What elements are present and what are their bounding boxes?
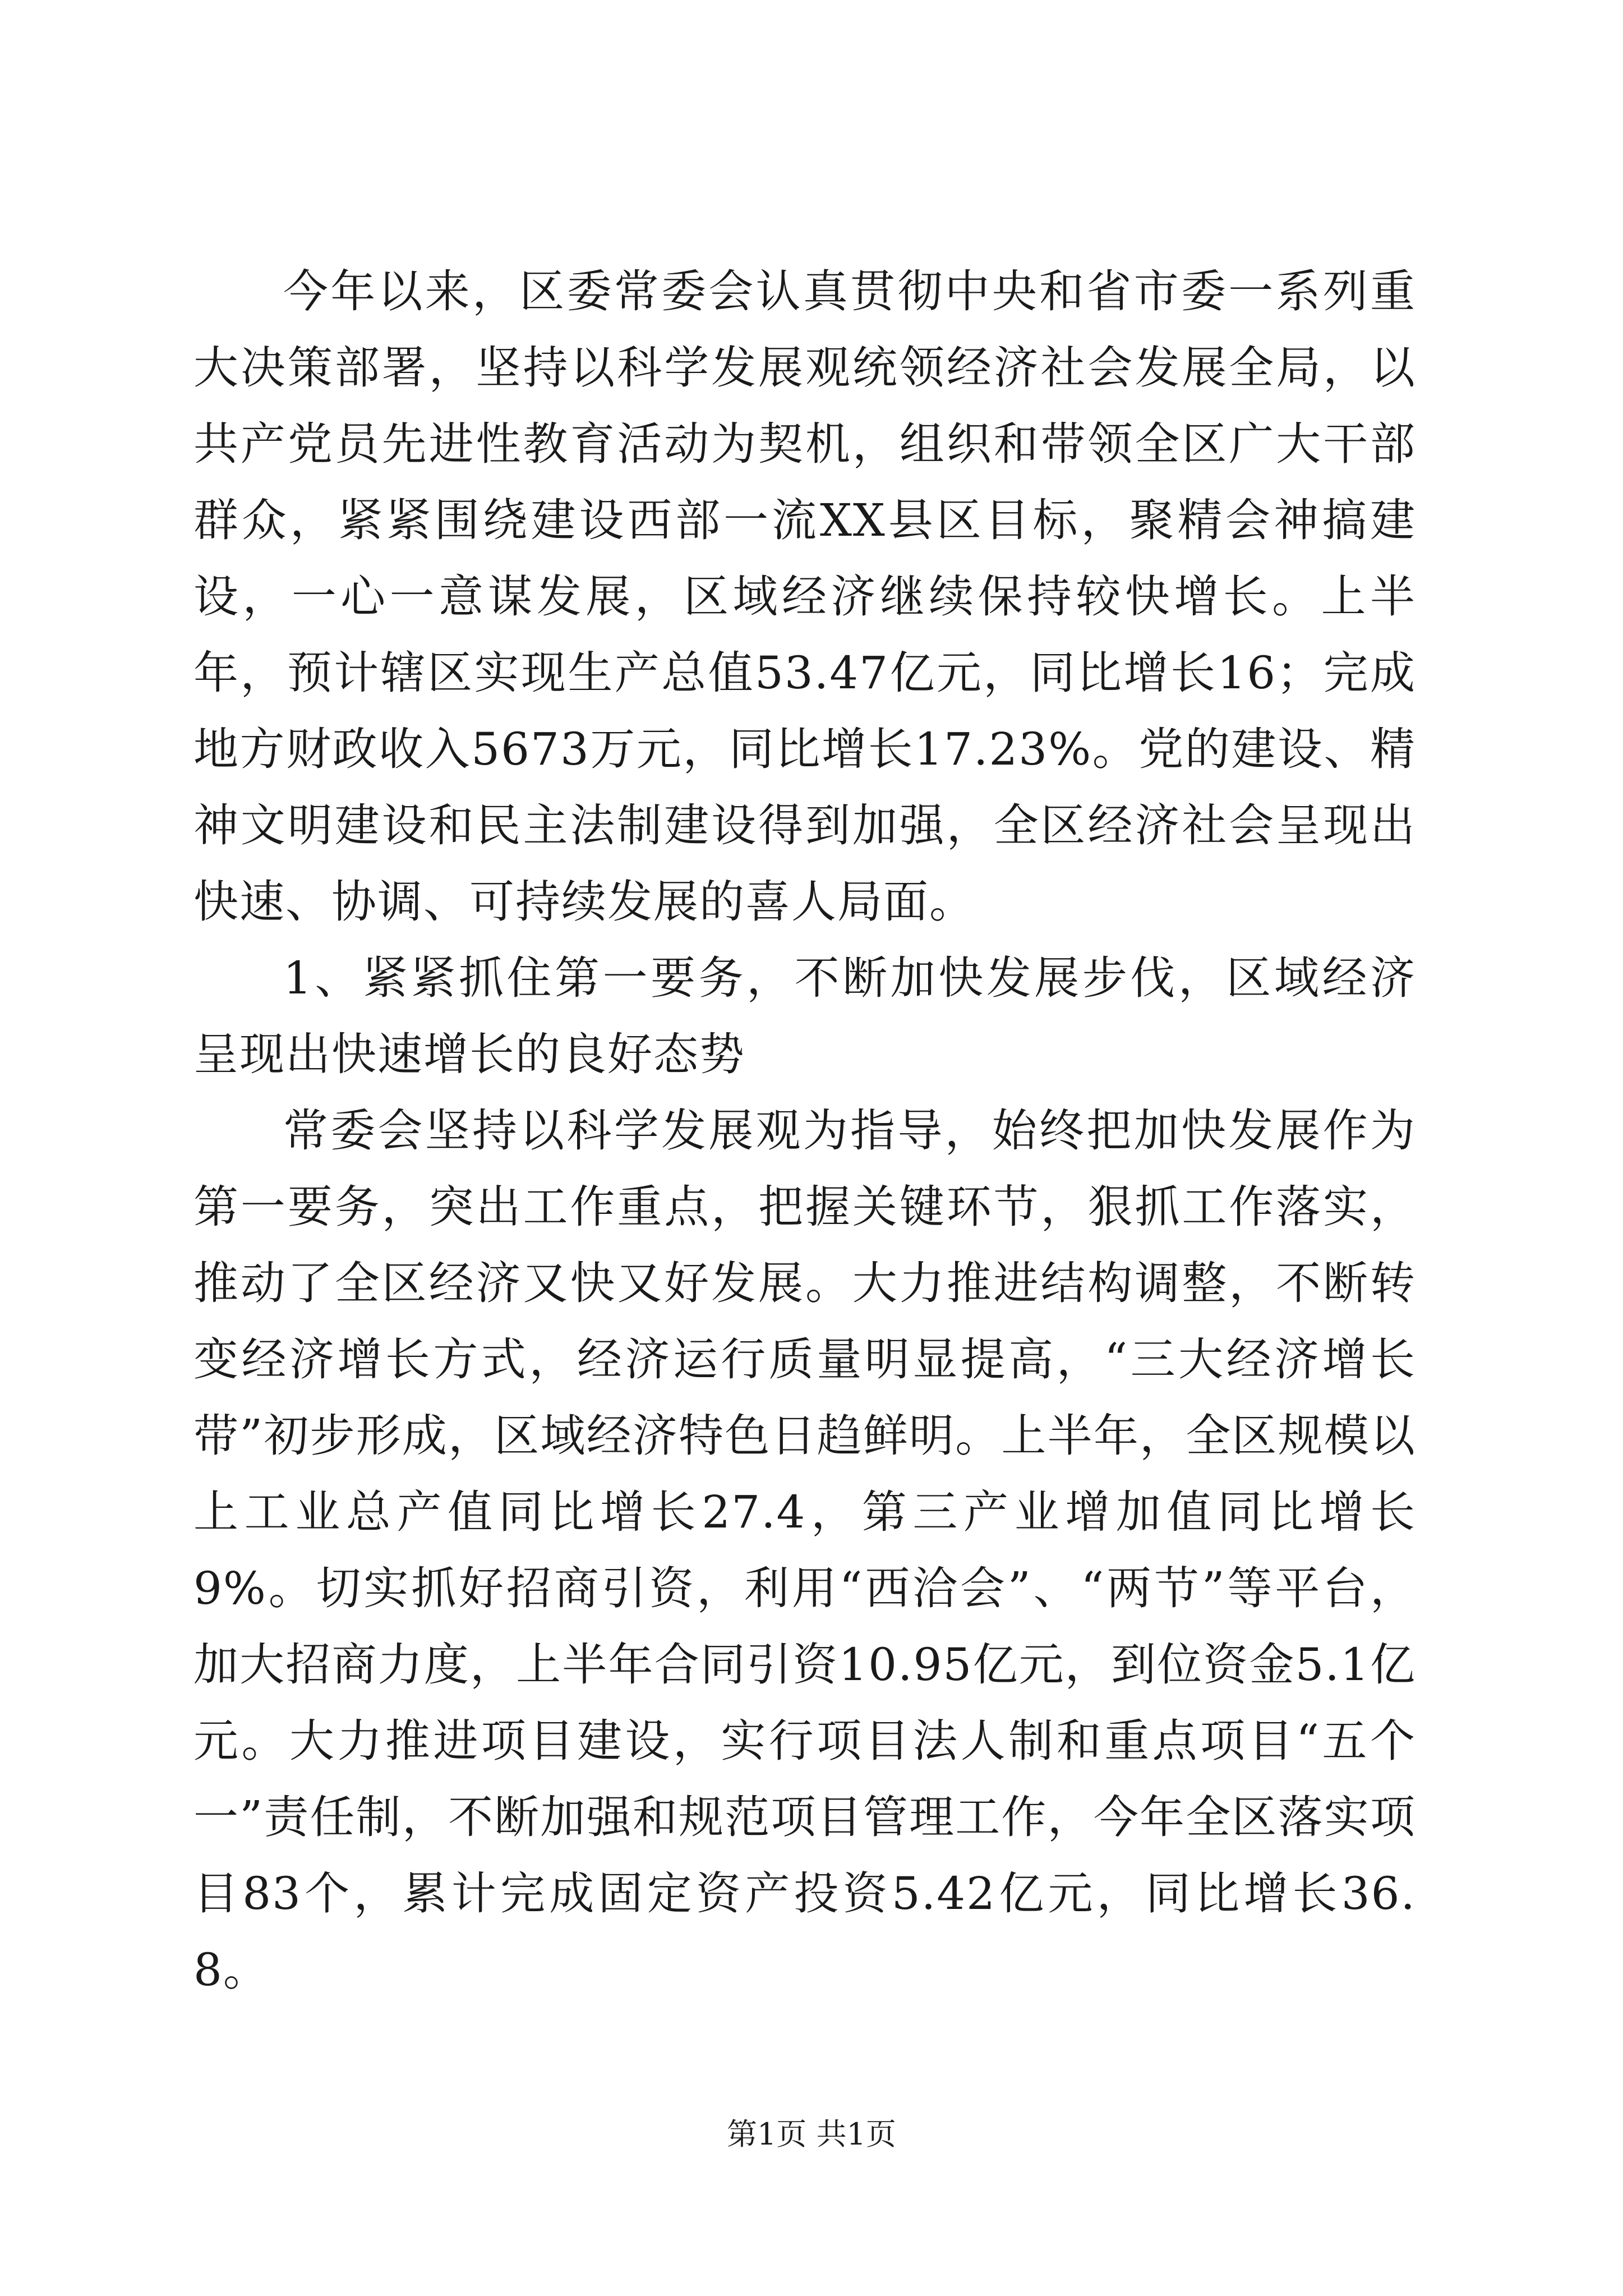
paragraph-intro: 今年以来，区委常委会认真贯彻中央和省市委一系列重大决策部署，坚持以科学发展观统领经济社会发展全局，以共产党员先进性教育活动为契机，组织和带领全区广大干部群众，紧紧围绕建设西部一流XX县区目标，聚精会神搞建设，一心一意谋发展，区域经济继续保持较快增长。上半年，预计辖区实现生产总值53.47亿元，同比增长16；完成地方财政收入5673万元，同比增长17.23%。党的建设、精神文明建设和民主法制建设得到加强，全区经济社会呈现出快速、协调、可持续发展的喜人局面。 (193, 265, 1416, 928)
section-heading-1: 1、紧紧抓住第一要务，不断加快发展步伐，区域经济呈现出快速增长的良好态势 (193, 952, 1416, 1080)
page-number-footer: 第1页 共1页 (727, 2116, 896, 2152)
document-body (193, 254, 1416, 2008)
paragraph-section-1: 常委会坚持以科学发展观为指导，始终把加快发展作为第一要务，突出工作重点，把握关键环节，狠抓工作落实，推动了全区经济又快又好发展。大力推进结构调整，不断转变经济增长方式，经济运行质量明显提高，“三大经济增长带”初步形成，区域经济特色日趋鲜明。上半年，全区规模以上工业总产值同比增长27.4，第三产业增加值同比增长9%。切实抓好招商引资，利用“西洽会”、“两节”等平台，加大招商力度，上半年合同引资10.95亿元，到位资金5.1亿元。大力推进项目建设，实行项目法人制和重点项目“五个一”责任制，不断加强和规范项目管理工作，今年全区落实项目83个，累计完成固定资产投资5.42亿元，同比增长36.8。 (193, 1105, 1416, 1996)
